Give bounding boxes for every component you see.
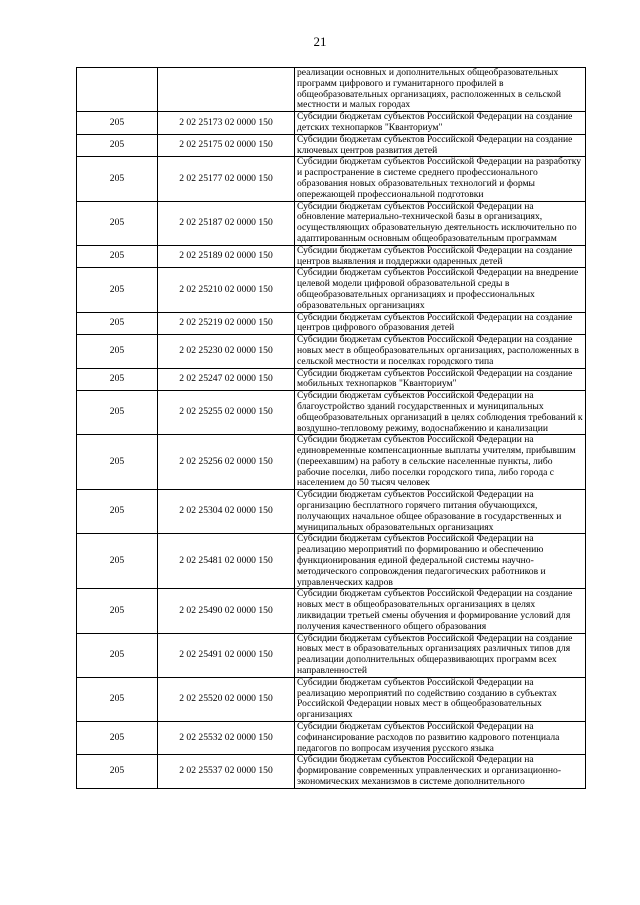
admin-code-cell: 205 [77,490,158,534]
budget-code-cell: 2 02 25247 02 0000 150 [158,368,295,391]
admin-code-cell: 205 [77,112,158,135]
admin-code-cell [77,68,158,112]
table-row [77,335,586,368]
budget-code-cell: 2 02 25256 02 0000 150 [158,435,295,490]
budget-code-cell: 2 02 25491 02 0000 150 [158,633,295,677]
budget-code-cell: 2 02 25255 02 0000 150 [158,391,295,435]
admin-code-cell: 205 [77,268,158,312]
table-row [77,312,586,335]
table-row [77,201,586,245]
table-row [77,134,586,157]
admin-code-cell: 205 [77,335,158,368]
description-cell: Субсидии бюджетам субъектов Российской Федерации на обновление материально-технической базы в организациях, осуществляющих образовательную деятельность исключительно по адаптированным основным общеобразовательным программам [295,201,586,245]
admin-code-cell: 205 [77,755,158,788]
admin-code-cell: 205 [77,391,158,435]
description-cell: Субсидии бюджетам субъектов Российской Федерации на создание центров выявления и поддержки одаренных детей [295,245,586,268]
budget-code-cell: 2 02 25520 02 0000 150 [158,677,295,721]
budget-code-cell: 2 02 25175 02 0000 150 [158,134,295,157]
budget-code-cell: 2 02 25210 02 0000 150 [158,268,295,312]
description-cell: Субсидии бюджетам субъектов Российской Федерации на единовременные компенсационные выплаты учителям, прибывшим (переехавшим) на работу в сельские населенные пункты, либо рабочие поселки, либо поселки городского типа, либо города с населением до 50 тысяч человек [295,435,586,490]
budget-code-cell: 2 02 25490 02 0000 150 [158,589,295,633]
table-row [77,490,586,534]
admin-code-cell: 205 [77,534,158,589]
budget-code-cell [158,68,295,112]
table-row [77,268,586,312]
budget-code-cell: 2 02 25189 02 0000 150 [158,245,295,268]
admin-code-cell: 205 [77,722,158,755]
table-row [77,112,586,135]
description-cell: Субсидии бюджетам субъектов Российской Федерации на формирование современных управленческих и организационно-экономических механизмов в системе дополнительного [295,755,586,788]
admin-code-cell: 205 [77,589,158,633]
budget-code-cell: 2 02 25532 02 0000 150 [158,722,295,755]
budget-code-cell: 2 02 25173 02 0000 150 [158,112,295,135]
table-row [77,368,586,391]
description-cell: Субсидии бюджетам субъектов Российской Федерации на организацию бесплатного горячего питания обучающихся, получающих начальное общее образование в государственных и муниципальных образовательных организациях [295,490,586,534]
description-cell: Субсидии бюджетам субъектов Российской Федерации на создание мобильных технопарков "Кванториум" [295,368,586,391]
table-row [77,589,586,633]
description-cell: Субсидии бюджетам субъектов Российской Федерации на создание ключевых центров развития детей [295,134,586,157]
description-cell: Субсидии бюджетам субъектов Российской Федерации на создание детских технопарков "Кванториум" [295,112,586,135]
budget-code-cell: 2 02 25537 02 0000 150 [158,755,295,788]
table-row [77,633,586,677]
table-row [77,245,586,268]
budget-code-cell: 2 02 25304 02 0000 150 [158,490,295,534]
budget-code-cell: 2 02 25481 02 0000 150 [158,534,295,589]
description-cell: Субсидии бюджетам субъектов Российской Федерации на создание новых мест в общеобразовательных организациях, расположенных в сельской местности и поселках городского типа [295,335,586,368]
description-cell: Субсидии бюджетам субъектов Российской Федерации на создание центров цифрового образования детей [295,312,586,335]
description-cell: Субсидии бюджетам субъектов Российской Федерации на внедрение целевой модели цифровой образовательной среды в общеобразовательных организациях и профессиональных образовательных организациях [295,268,586,312]
description-cell: Субсидии бюджетам субъектов Российской Федерации на создание новых мест в общеобразовательных организациях в целях ликвидации третьей смены обучения и формирование условий для получения качественного общего образования [295,589,586,633]
page-number: 21 [313,34,327,49]
budget-code-cell: 2 02 25219 02 0000 150 [158,312,295,335]
admin-code-cell: 205 [77,368,158,391]
budget-code-cell: 2 02 25230 02 0000 150 [158,335,295,368]
description-cell: Субсидии бюджетам субъектов Российской Федерации на реализацию мероприятий по содействию созданию в субъектах Российской Федерации новых мест в общеобразовательных организациях [295,677,586,721]
table-body [77,68,586,789]
table-row-continuation [77,68,586,112]
admin-code-cell: 205 [77,201,158,245]
table-row [77,435,586,490]
description-cell: Субсидии бюджетам субъектов Российской Федерации на создание новых мест в образовательных организациях различных типов для реализации дополнительных общеразвивающих программ всех направленностей [295,633,586,677]
budget-code-cell: 2 02 25187 02 0000 150 [158,201,295,245]
admin-code-cell: 205 [77,157,158,201]
table-row [77,391,586,435]
description-cell: Субсидии бюджетам субъектов Российской Федерации на разработку и распространение в системе среднего профессионального образования новых образовательных технологий и формы опережающей профессиональной подготовки [295,157,586,201]
table-row [77,534,586,589]
description-cell: реализации основных и дополнительных общеобразовательных программ цифрового и гуманитарного профилей в общеобразовательных организациях, расположенных в сельской местности и малых городах [295,68,586,112]
table-row [77,157,586,201]
table-row [77,755,586,788]
admin-code-cell: 205 [77,677,158,721]
table-row [77,677,586,721]
admin-code-cell: 205 [77,134,158,157]
description-cell: Субсидии бюджетам субъектов Российской Федерации на благоустройство зданий государственных и муниципальных общеобразовательных организаций в целях соблюдения требований к воздушно-тепловому режиму, водоснабжению и канализации [295,391,586,435]
admin-code-cell: 205 [77,633,158,677]
admin-code-cell: 205 [77,435,158,490]
admin-code-cell: 205 [77,245,158,268]
budget-code-cell: 2 02 25177 02 0000 150 [158,157,295,201]
budget-classification-table [76,67,586,789]
description-cell: Субсидии бюджетам субъектов Российской Федерации на софинансирование расходов по развитию кадрового потенциала педагогов по вопросам изучения русского языка [295,722,586,755]
admin-code-cell: 205 [77,312,158,335]
table-row [77,722,586,755]
description-cell: Субсидии бюджетам субъектов Российской Федерации на реализацию мероприятий по формированию и обеспечению функционирования единой федеральной системы научно-методического сопровождения педагогических работников и управленческих кадров [295,534,586,589]
